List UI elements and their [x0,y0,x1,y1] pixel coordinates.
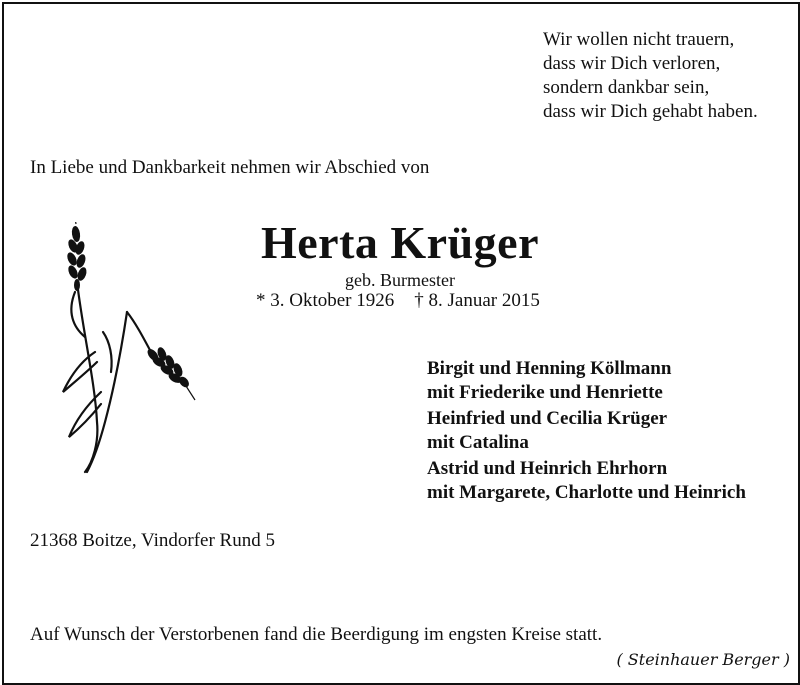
intro-text: In Liebe und Dankbarkeit nehmen wir Abschied von [30,157,430,178]
death-date: † 8. Januar 2015 [414,290,540,311]
family-list [427,357,746,507]
poem-line: dass wir Dich gehabt haben. [543,101,758,122]
maiden-name: geb. Burmester [345,270,455,290]
address: 21368 Boitze, Vindorfer Rund 5 [30,530,275,551]
family-line: mit Margarete, Charlotte und Heinrich [427,482,746,503]
family-line: Astrid und Heinrich Ehrhorn [427,458,668,479]
stonemason-signature: ( Steinhauer Berger ) [616,650,790,669]
family-line: Heinfried und Cecilia Krüger [427,408,668,429]
poem-line: Wir wollen nicht trauern, [543,29,735,50]
poem [543,28,758,124]
family-line: mit Friederike und Henriette [427,382,663,403]
birth-date: * 3. Oktober 1926 [256,290,395,311]
family-group [427,407,746,455]
family-line: Birgit und Henning Köllmann [427,358,672,379]
family-group [427,457,746,505]
deceased-name: Herta Krüger [260,217,540,268]
family-line: mit Catalina [427,432,529,453]
poem-line: dass wir Dich verloren, [543,53,721,74]
family-group [427,357,746,405]
life-dates [256,290,540,312]
poem-line: sondern dankbar sein, [543,77,710,98]
funeral-note: Auf Wunsch der Verstorbenen fand die Beerdigung im engsten Kreise statt. [30,624,603,645]
